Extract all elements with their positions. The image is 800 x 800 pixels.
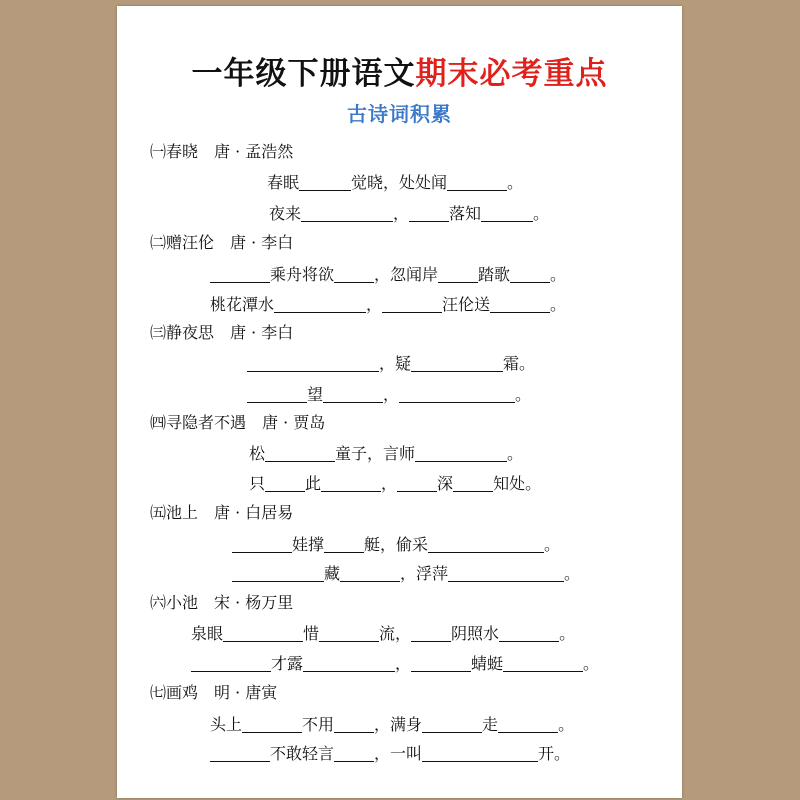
poem-2-line-2: 桃花潭水 ， 汪伦送 。 (210, 295, 567, 314)
poem-4-line-1: 松 童子，言师 。 (249, 444, 524, 463)
poem-4-line-2: 只 此 ， 深 知处。 (249, 474, 542, 493)
poem-5-line-1: 娃撑 艇，偷采 。 (232, 532, 560, 555)
poem-5-line-2: 藏 ，浮萍 。 (232, 561, 580, 584)
worksheet-page (117, 6, 682, 798)
poem-heading-5: ㈤池上 唐 · 白居易 (150, 503, 294, 522)
poem-6-line-2: 才露 ， 蜻蜓 。 (191, 651, 599, 674)
poem-3-line-2: 望 ， 。 (247, 382, 531, 405)
poem-7-line-2: 不敢轻言 ，一叫 开。 (210, 741, 570, 764)
poem-6-line-1: 泉眼 惜 流， 阴照水 。 (191, 624, 576, 643)
poem-heading-1: ㈠春晓 唐 · 孟浩然 (150, 142, 294, 161)
page-title (117, 48, 682, 93)
title-highlight: 期末必考重点 (415, 56, 608, 92)
poem-heading-2: ㈡赠汪伦 唐 · 李白 (150, 233, 294, 252)
poem-heading-7: ㈦画鸡 明 · 唐寅 (150, 683, 278, 702)
title-black: 一年级下册语文 (191, 56, 416, 92)
poem-7-line-1: 头上 不用 ，满身 走 。 (210, 715, 575, 734)
poem-1-line-2: 夜来 ， 落知 。 (269, 204, 550, 223)
poem-2-line-1: 乘舟将欲 ，忽闻岸 踏歌 。 (210, 262, 566, 285)
poem-1-line-1: 春眠 觉晓，处处闻 。 (267, 173, 524, 192)
poem-heading-4: ㈣寻隐者不遇 唐 · 贾岛 (150, 413, 326, 432)
poem-heading-3: ㈢静夜思 唐 · 李白 (150, 323, 294, 342)
poem-3-line-1: ，疑 霜。 (247, 351, 535, 374)
page-subtitle: 古诗词积累 (347, 102, 452, 126)
poem-heading-6: ㈥小池 宋 · 杨万里 (150, 593, 294, 612)
